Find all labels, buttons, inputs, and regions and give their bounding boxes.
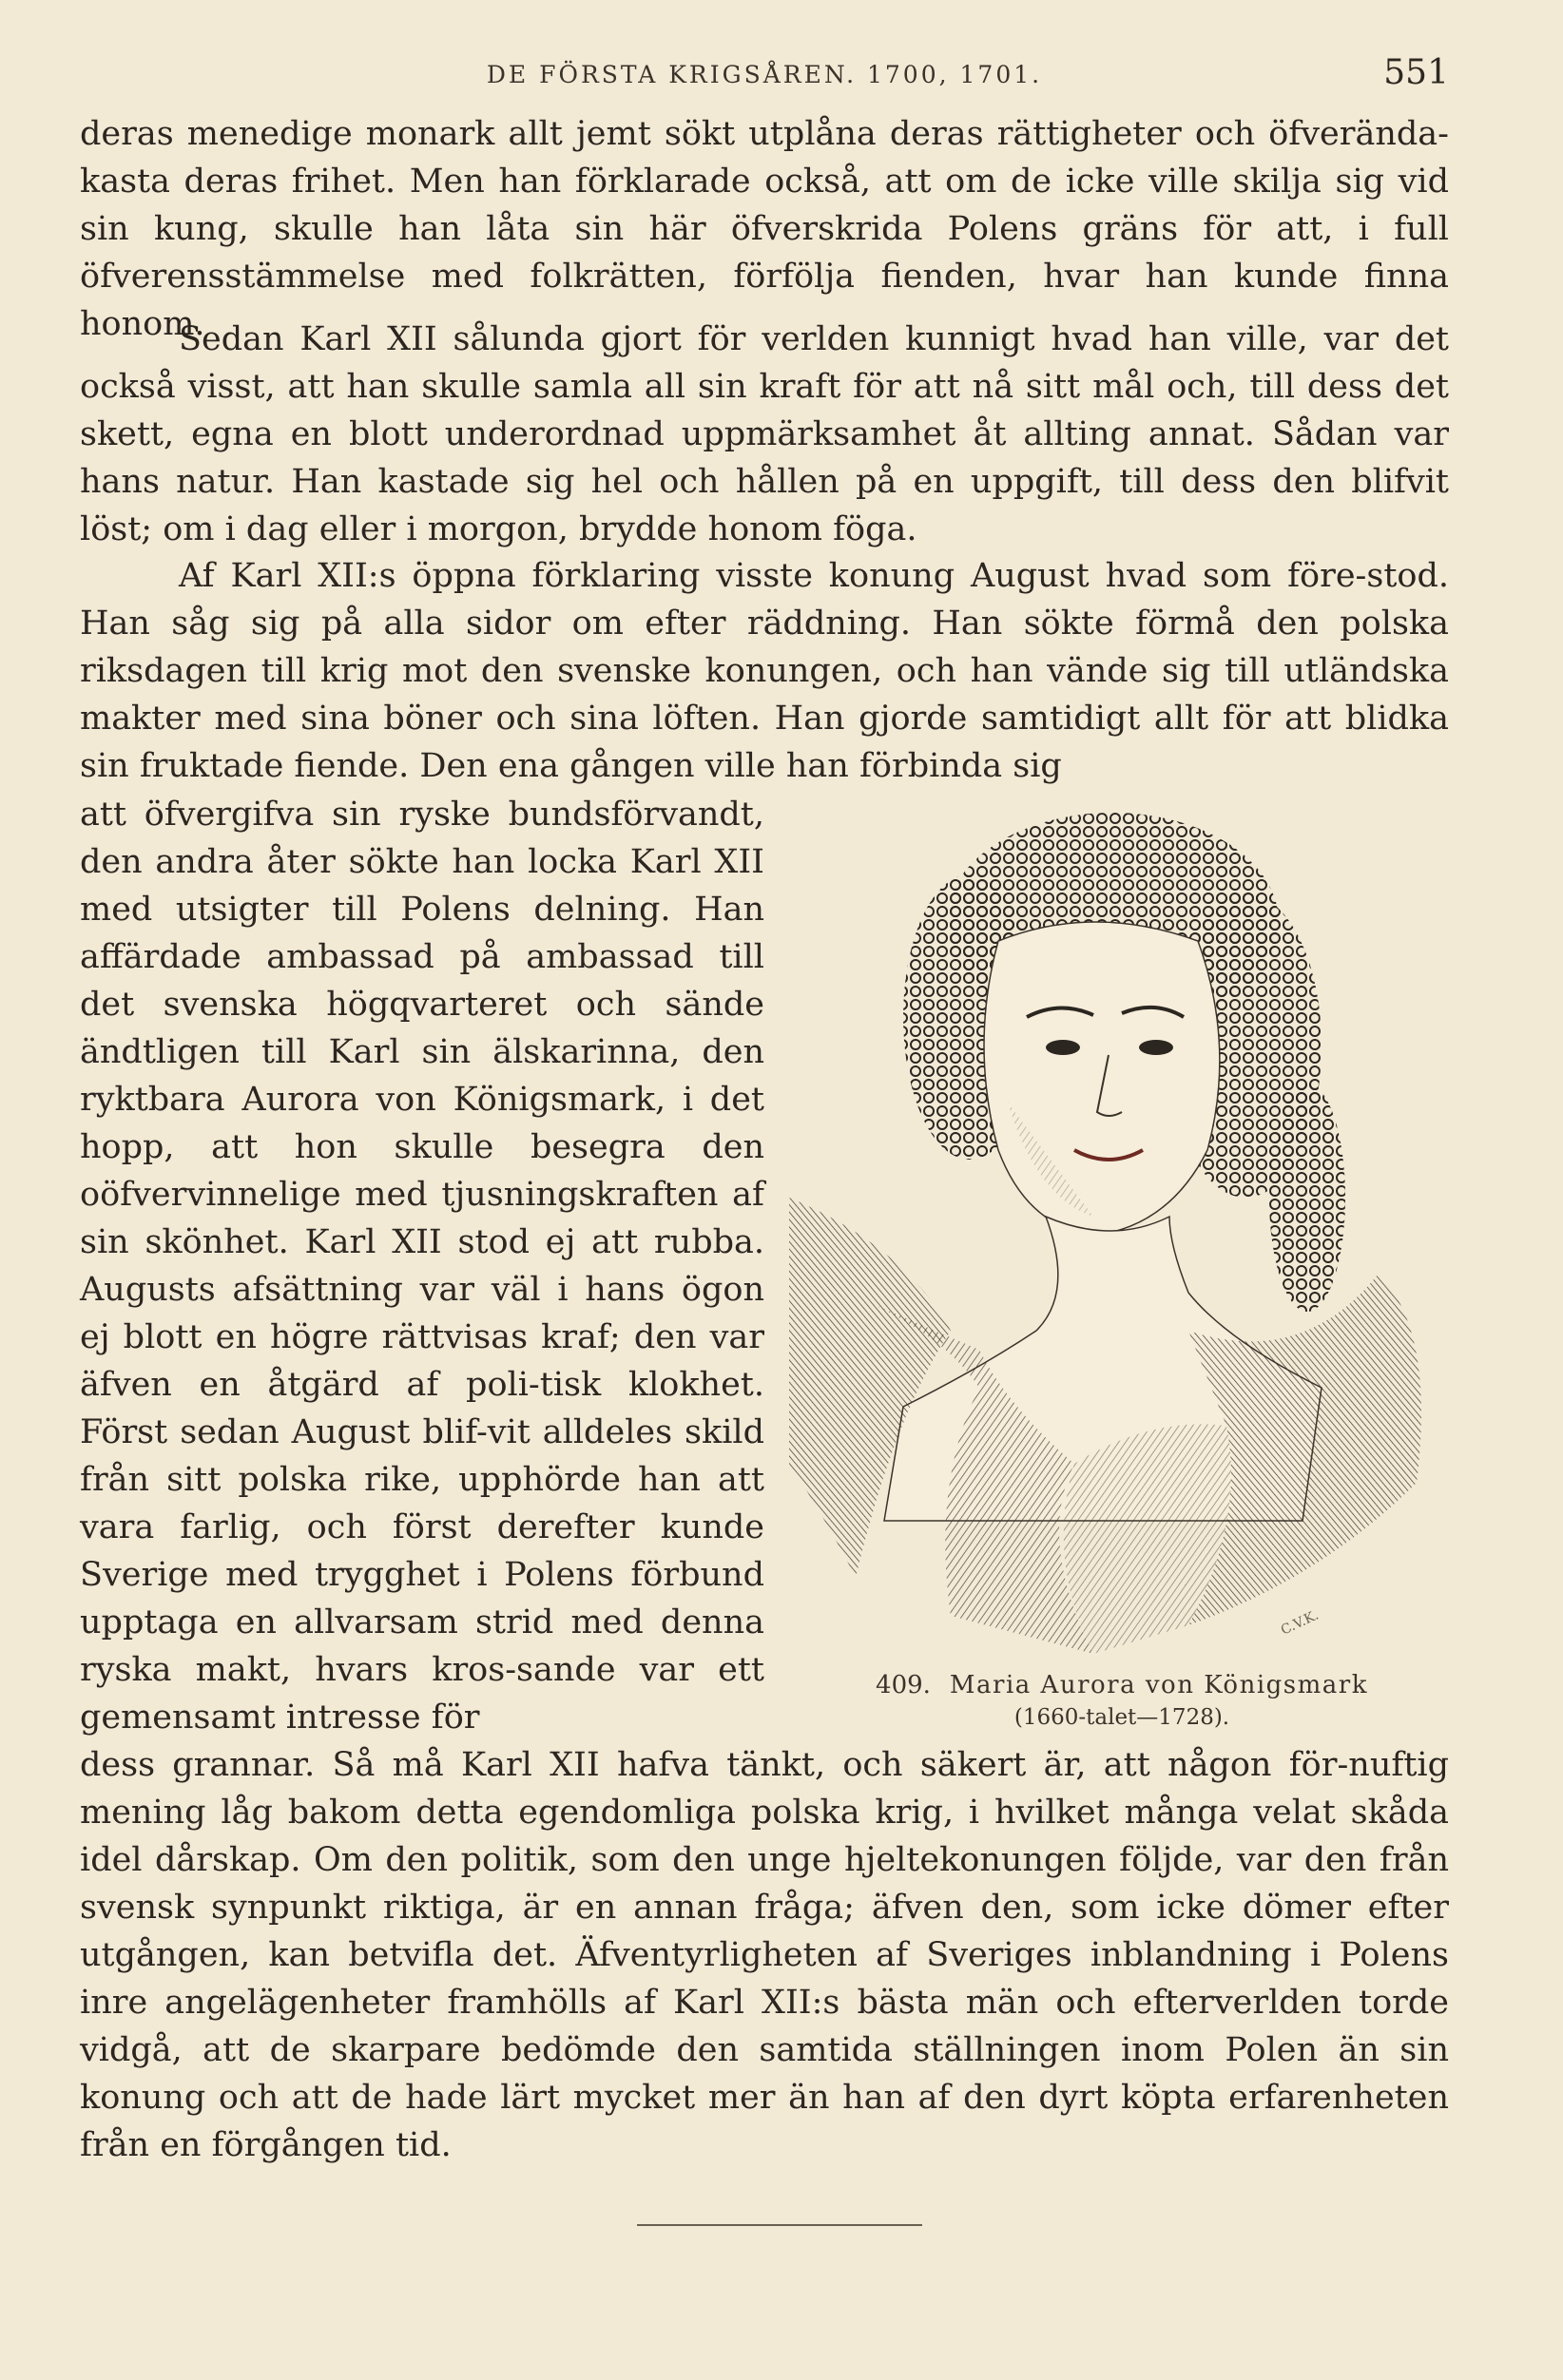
portrait-figure [789,798,1474,1654]
engraver-signature: C.V.K. [1278,1607,1322,1639]
figure-name: Maria Aurora von Königsmark [949,1671,1368,1699]
running-head-title: DE FÖRSTA KRIGSÅREN. 1700, 1701. [486,61,1043,88]
page-number: 551 [1383,53,1449,92]
paragraph-1 [80,110,1449,348]
section-divider-rule [637,2224,922,2226]
paragraph-1-text: deras menedige monark allt jemt sökt utplåna deras rättigheter och öfverända-kasta deras frihet. Men han förklarade också, att om de icke ville skilja sig vid sin kung, skulle han låta sin här öfverskrida Polens gräns för att, i full öfverensstämmelse med folkrätten, förfölja fienden, hvar han kunde finna honom. [80,115,1449,343]
paragraph-2-text: Sedan Karl XII sålunda gjort för verlden kunnigt hvad han ville, var det också visst, att han skulle samla all sin kraft för att nå sitt mål och, till dess det skett, egna en blott underordnad uppmärksamhet åt allting annat. Sådan var hans natur. Han kastade sig hel och hållen på en uppgift, till dess den blifvit löst; om i dag eller i morgon, brydde honom föga. [80,320,1449,548]
paragraph-2 [80,316,1449,553]
figure-number: 409. [876,1671,931,1699]
portrait-engraving [789,798,1474,1673]
paragraph-3-wrapped-column: att öfvergifva sin ryske bundsförvandt, den andra åter sökte han locka Karl XII med utsigter till Polens delning. Han affärdade ambassad på ambassad till det svenska högqvarteret och sände ändtligen till Karl sin älskarinna, den ryktbara Aurora von Königsmark, i det hopp, att hon skulle besegra den oöfvervinnelige med tjusningskraften af sin skönhet. Karl XII stod ej att rubba. Augusts afsättning var väl i hans ögon ej blott en högre rättvisas kraf; den var äfven en åtgärd af poli-tisk klokhet. Först sedan August blif-vit alldeles skild från sitt polska rike, upphörde han att vara farlig, och först derefter kunde Sverige med trygghet i Polens förbund upptaga en allvarsam strid med denna ryska makt, hvars kros-sande var ett gemensamt intresse för [80,796,764,1737]
figure-dates: (1660-talet—1728). [1013,1705,1230,1730]
figure-caption [799,1669,1445,1734]
face [984,922,1220,1236]
paragraph-3 [80,552,1449,790]
running-head [80,53,1449,101]
paragraph-3-text: Af Karl XII:s öppna förklaring visste konung August hvad som före-stod. Han såg sig på alla sidor om efter räddning. Han sökte förmå den polska riksdagen till krig mot den svenske konungen, och han vände sig till utländska makter med sina böner och sina löften. Han gjorde samtidigt allt för att blidka sin fruktade fiende. Den ena gången ville han förbinda sig [80,557,1449,785]
paragraph-4: dess grannar. Så må Karl XII hafva tänkt, och säkert är, att någon för-nuftig mening låg bakom detta egendomliga polska krig, i hvilket många velat skåda idel dårskap. Om den politik, som den unge hjeltekonungen följde, var den från svensk synpunkt riktiga, är en annan fråga; äfven den, som icke dömer efter utgången, kan betvifla det. Äfventyrligheten af Sveriges inblandning i Polens inre angelägenheter framhölls af Karl XII:s bästa män och efterverlden torde vidgå, att de skarpare bedömde den samtida ställningen inom Polen än sin konung och att de hade lärt mycket mer än han af den dyrt köpta erfarenheten från en förgången tid. [80,1746,1449,2164]
